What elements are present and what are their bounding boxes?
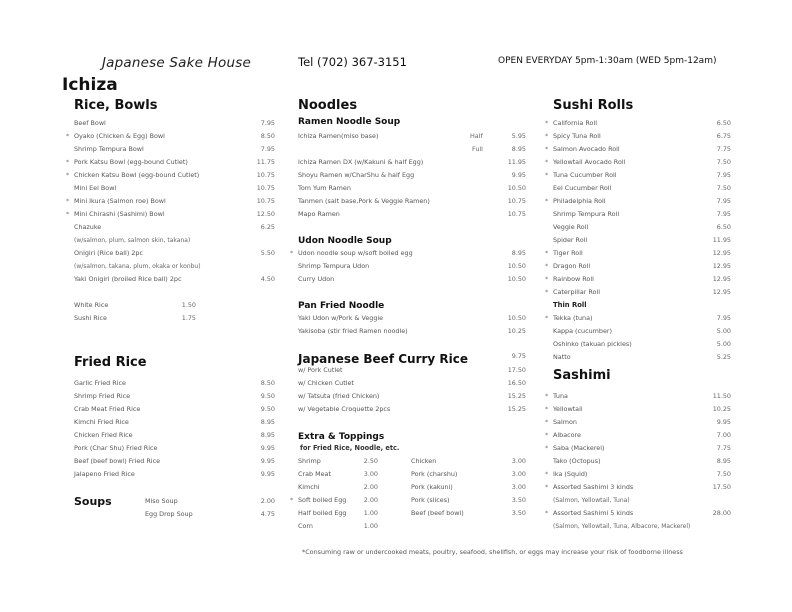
menu-item [298,405,390,413]
menu-item-price: 7.50 [716,158,731,166]
menu-item-price: 8.95 [716,457,731,465]
raw-warning-asterisk: * [66,210,70,218]
menu-item-price: 7.95 [716,171,731,179]
menu-item-price: 10.75 [507,197,526,205]
menu-item-name: w/ Vegetable Croquette 2pcs [298,405,391,413]
menu-item [74,314,107,322]
menu-item-price: 10.25 [712,405,731,413]
menu-item-name: Philadelphia Roll [553,197,606,205]
menu-item-name: Shrimp Tempura Udon [298,262,370,270]
menu-item-name: Tanmen (salt base,Pork & Veggie Ramen) [298,197,430,205]
menu-item-name: Spider Roll [553,236,588,244]
menu-item-price: 9.95 [511,171,526,179]
menu-item-price: 8.95 [260,418,275,426]
menu-item-name: Tako (Octopus) [553,457,601,465]
menu-item-name: Jalapeno Fried Rice [74,470,135,478]
subsection-ramen: Ramen Noodle Soup [298,117,401,127]
menu-item [553,223,588,231]
menu-item [298,483,320,491]
menu-item-name: Half boiled Egg [298,509,347,517]
menu-item [74,405,140,413]
menu-item-name: Rainbow Roll [553,275,594,283]
menu-item-price: 15.25 [507,405,526,413]
menu-item-name: Albacore [553,431,581,439]
raw-warning-asterisk: * [545,470,549,478]
menu-item-name: Spicy Tuna Roll [553,132,601,140]
menu-item [411,470,457,478]
menu-item [66,197,166,205]
menu-item [74,262,201,270]
menu-item-name: Chicken Katsu Bowl (egg-bound Cutlet) [74,171,200,179]
menu-item [545,249,583,257]
menu-item [74,392,130,400]
menu-item [545,392,568,400]
menu-item-price: 12.50 [256,210,275,218]
menu-item [553,184,611,192]
opening-hours: OPEN EVERYDAY 5pm-1:30am (WED 5pm-12am) [498,56,717,66]
menu-item-price: 17.50 [507,366,526,374]
menu-item [74,223,101,231]
menu-item-name: Miso Soup [145,497,178,505]
extras-subtitle: for Fried Rice, Noodle, etc. [300,444,400,452]
menu-item [545,132,601,140]
raw-warning-asterisk: * [545,249,549,257]
menu-item-price: 1.00 [363,509,378,517]
menu-item [298,522,313,530]
menu-item [66,171,200,179]
menu-item-price: 7.95 [716,314,731,322]
raw-warning-asterisk: * [290,496,294,504]
menu-item [545,197,606,205]
menu-item [298,379,354,387]
menu-item-name: (Salmon, Yellowtail, Tuna, Albacore, Mackerel) [553,523,691,530]
menu-item-name: Saba (Mackerel) [553,444,605,452]
menu-item-price: 28.00 [712,509,731,517]
menu-item [298,327,408,335]
menu-item-price: 9.95 [260,470,275,478]
menu-item-name: Oyako (Chicken & Egg) Bowl [74,132,165,140]
raw-warning-asterisk: * [545,392,549,400]
menu-item-name: Chicken Fried Rice [74,431,133,439]
menu-item-price: 7.95 [716,197,731,205]
menu-item [145,497,178,505]
menu-item [545,470,588,478]
menu-item-name: Sushi Rice [74,314,107,322]
menu-item [298,314,383,322]
menu-item-name: Tuna Cucumber Roll [553,171,617,179]
menu-item-price: 10.50 [507,275,526,283]
menu-item-name: Tom Yum Ramen [298,184,351,192]
section-title-fried-rice: Fried Rice [74,355,147,370]
menu-item-name: Yaki Udon w/Pork & Veggie [298,314,384,322]
menu-item [74,457,160,465]
menu-item-price: 8.50 [260,132,275,140]
menu-item-name: Beef Bowl [74,119,106,127]
raw-warning-asterisk: * [545,314,549,322]
menu-item-name: Tuna [553,392,568,400]
subsection-extras: Extra & Toppings [298,432,385,442]
menu-item-name: Eel Cucumber Roll [553,184,612,192]
menu-item-price: 6.50 [716,223,731,231]
menu-item-name: Assorted Sashimi 3 kinds [553,483,634,491]
menu-item-name: Yellowtail [553,405,583,413]
subsection-udon: Udon Noodle Soup [298,236,392,246]
menu-item-name: Shrimp Fried Rice [74,392,131,400]
menu-item-name: Mini Ikura (Salmon roe) Bowl [74,197,166,205]
menu-item-price: 7.95 [260,119,275,127]
menu-item-price: 12.95 [712,288,731,296]
menu-item [74,249,143,257]
menu-item-price: 7.75 [716,145,731,153]
subsection-thin-roll: Thin Roll [553,301,587,309]
menu-item-price: 11.75 [256,158,275,166]
menu-item [74,275,181,283]
half-label: Half [470,132,483,140]
menu-item-price: 7.00 [716,431,731,439]
menu-item-name: Tiger Roll [553,249,583,257]
menu-item-price: 9.95 [716,418,731,426]
menu-item [298,275,334,283]
section-title-rice-bowls: Rice, Bowls [74,98,158,113]
raw-warning-asterisk: * [545,145,549,153]
menu-item [545,288,601,296]
menu-item-price: 8.95 [511,249,526,257]
menu-item [66,132,165,140]
menu-item-name: Yakisoba (stir fried Ramen noodle) [298,327,408,335]
menu-item [74,379,126,387]
raw-warning-asterisk: * [66,171,70,179]
menu-item-price: 1.50 [181,301,196,309]
menu-item-price: 6.25 [260,223,275,231]
menu-item-price: 6.50 [716,119,731,127]
raw-warning-asterisk: * [545,444,549,452]
menu-item [290,496,347,504]
menu-item-price: 4.75 [260,510,275,518]
menu-item-name: Shrimp [298,457,321,465]
menu-item-price: 2.00 [363,483,378,491]
menu-item-name: w/ Pork Cutlet [298,366,343,374]
menu-item-name: Crab Meat Fried Rice [74,405,141,413]
menu-item [66,158,188,166]
menu-item-name: Chazuke [74,223,102,231]
menu-item [545,483,634,491]
menu-item-price: 11.50 [712,392,731,400]
menu-item [545,314,593,322]
menu-item-price: 7.50 [716,470,731,478]
raw-warning-asterisk: * [66,132,70,140]
menu-item-name: Shrimp Tempura Roll [553,210,620,218]
menu-item-price: 10.75 [256,184,275,192]
menu-item-price: 5.00 [716,327,731,335]
menu-item [298,366,343,374]
menu-item-price: 12.95 [712,275,731,283]
menu-item-price: 9.95 [260,444,275,452]
raw-warning-asterisk: * [545,275,549,283]
menu-item-name: Mini Chirashi (Sashimi) Bowl [74,210,165,218]
menu-item [74,444,157,452]
menu-item-price: 10.75 [256,197,275,205]
menu-item-name: Beef (beef bowl) [411,509,464,517]
raw-warning-asterisk: * [545,262,549,270]
menu-item-name: Pork Katsu Bowl (egg-bound Cutlet) [74,158,188,166]
menu-item [298,470,331,478]
menu-item [145,510,193,518]
menu-item-name: Assorted Sashimi 5 kinds [553,509,634,517]
menu-item [74,418,129,426]
menu-item: Ichiza Ramen(miso base) [298,132,379,140]
menu-item-name: Mapo Ramen [298,210,340,218]
menu-item [411,509,464,517]
menu-item [553,340,632,348]
menu-item [411,496,450,504]
menu-item-price: 5.25 [716,353,731,361]
menu-item [553,210,619,218]
menu-item-name: Tekka (tuna) [553,314,593,322]
menu-item-name: Pork (slices) [411,496,450,504]
menu-item-price: 12.95 [712,249,731,257]
section-title-sashimi: Sashimi [553,368,611,383]
menu-item-name: Yaki Onigiri (broiled Rice ball) 2pc [74,275,182,283]
menu-item-price: 8.95 [260,431,275,439]
menu-item-name: (w/salmon, plum, salmon skin, takana) [74,237,191,244]
full-price: 8.95 [511,145,526,153]
menu-item-name: Egg Drop Soup [145,510,193,518]
menu-item-name: Corn [298,522,313,530]
menu-item [553,496,630,504]
menu-item-price: 7.50 [716,184,731,192]
menu-item-name: Crab Meat [298,470,331,478]
raw-warning-asterisk: * [545,197,549,205]
menu-item [298,262,369,270]
menu-item-price: 1.75 [181,314,196,322]
menu-item-name: Salmon Avocado Roll [553,145,620,153]
menu-item [298,210,340,218]
menu-item-name: (w/salmon, takana, plum, okaka or konbu) [74,263,201,270]
menu-item-name: Onigiri (Rice ball) 2pc [74,249,143,257]
menu-item-price: 17.50 [712,483,731,491]
menu-item-name: Mini Eel Bowl [74,184,117,192]
full-label: Full [472,145,483,153]
menu-item-price: 2.00 [260,497,275,505]
menu-item-price: 3.00 [511,470,526,478]
raw-warning-asterisk: * [545,158,549,166]
menu-item-name: w/ Tatsuta (fried Chicken) [298,392,380,400]
menu-item [553,522,690,530]
menu-item [545,262,591,270]
menu-item [545,418,577,426]
menu-item [411,457,436,465]
menu-item-price: 10.75 [507,210,526,218]
raw-warning-asterisk: * [545,431,549,439]
menu-item [298,197,430,205]
menu-item-name: Garlic Fried Rice [74,379,126,387]
menu-item-price: 11.95 [507,158,526,166]
menu-item [545,405,583,413]
menu-item-price: 10.25 [507,327,526,335]
menu-item-price: 16.50 [507,379,526,387]
menu-item-name: Shrimp Tempura Bowl [74,145,144,153]
menu-item [298,158,423,166]
section-title-noodles: Noodles [298,98,358,113]
menu-item-price: 10.75 [256,171,275,179]
menu-item [411,483,453,491]
half-price: 5.95 [511,132,526,140]
menu-item-name: (Salmon, Yellowtail, Tuna) [553,497,630,504]
menu-item-name: Kimchi [298,483,320,491]
menu-item [553,353,571,361]
menu-item-price: 10.50 [507,314,526,322]
menu-item-price: 6.75 [716,132,731,140]
menu-item-price: 5.50 [260,249,275,257]
menu-item [553,236,587,244]
raw-warning-asterisk: * [66,197,70,205]
food-safety-disclaimer: *Consuming raw or undercooked meats, poultry, seafood, shellfish, or eggs may increase your risk of foodborne illness [302,548,683,556]
raw-warning-asterisk: * [545,119,549,127]
menu-item [66,210,165,218]
menu-item-name: Pork (Char Shu) Fried Rice [74,444,158,452]
menu-item-name: Soft boiled Egg [298,496,347,504]
menu-item [74,301,108,309]
curry-base-price: 9.75 [511,352,526,360]
menu-item [74,145,144,153]
menu-item-name: Curry Udon [298,275,335,283]
menu-item [545,444,605,452]
menu-item-name: Kappa (cucumber) [553,327,613,335]
raw-warning-asterisk: * [545,171,549,179]
menu-item-price: 3.50 [511,496,526,504]
menu-item-name: Oshinko (takuan pickles) [553,340,632,348]
menu-item-price: 7.75 [716,444,731,452]
raw-warning-asterisk: * [66,158,70,166]
menu-item-price: 12.95 [712,262,731,270]
menu-item [290,249,413,257]
menu-item-name: Salmon [553,418,577,426]
menu-item [298,184,351,192]
menu-item-price: 7.95 [716,210,731,218]
menu-item-price: 2.50 [363,457,378,465]
menu-item-price: 11.95 [712,236,731,244]
menu-item-price: 15.25 [507,392,526,400]
raw-warning-asterisk: * [545,418,549,426]
menu-item-price: 2.00 [363,496,378,504]
section-title-sushi-rolls: Sushi Rolls [553,98,634,113]
menu-item-name: Shoyu Ramen w/CharShu & half Egg [298,171,415,179]
menu-item-price: 1.00 [363,522,378,530]
menu-item [74,236,190,244]
menu-item [74,119,106,127]
menu-item-name: White Rice [74,301,109,309]
raw-warning-asterisk: * [545,509,549,517]
menu-item-name: w/ Chicken Cutlet [298,379,354,387]
menu-item-price: 5.00 [716,340,731,348]
menu-item [553,457,601,465]
menu-item [74,431,133,439]
menu-item [545,171,617,179]
menu-item-price: 3.50 [511,509,526,517]
raw-warning-asterisk: * [545,132,549,140]
section-title-soups: Soups [74,495,112,508]
menu-item-name: Udon noodle soup w/soft boiled egg [298,249,413,257]
menu-item-name: Beef (beef bowl) Fried Rice [74,457,161,465]
menu-item [545,431,581,439]
menu-item-name: Ichiza Ramen DX (w/Kakuni & half Egg) [298,158,424,166]
menu-item-name: Ika (Squid) [553,470,588,478]
menu-item-price: 9.50 [260,392,275,400]
menu-item-name: Kimchi Fried Rice [74,418,129,426]
raw-warning-asterisk: * [290,249,294,257]
menu-item-name: Caterpillar Roll [553,288,601,296]
restaurant-tagline: Japanese Sake House [102,55,251,71]
menu-item-price: 3.00 [511,483,526,491]
menu-item-price: 9.95 [260,457,275,465]
restaurant-name: Ichiza [62,75,118,95]
raw-warning-asterisk: * [545,405,549,413]
menu-item-name: Veggie Roll [553,223,589,231]
menu-item [298,392,379,400]
menu-item [545,509,634,517]
menu-item-price: 3.00 [363,470,378,478]
menu-item [545,145,620,153]
menu-item [74,470,135,478]
menu-item-price: 4.50 [260,275,275,283]
menu-item-price: 10.50 [507,184,526,192]
menu-item-name: Yellowtail Avocado Roll [553,158,626,166]
menu-item-price: 9.50 [260,405,275,413]
raw-warning-asterisk: * [545,483,549,491]
subsection-pan-fried: Pan Fried Noodle [298,301,385,311]
menu-item [545,275,594,283]
menu-item-price: 8.50 [260,379,275,387]
phone-number: Tel (702) 367-3151 [298,55,407,69]
menu-item-name: Pork (charshu) [411,470,458,478]
menu-item-price: 3.00 [511,457,526,465]
menu-item-name: California Roll [553,119,597,127]
menu-item-price: 10.50 [507,262,526,270]
menu-item-name: Pork (kakuni) [411,483,453,491]
menu-item [553,327,612,335]
menu-item [298,509,346,517]
menu-item-name: Dragon Roll [553,262,591,270]
menu-item-name: Natto [553,353,571,361]
menu-item [298,171,414,179]
section-title-curry: Japanese Beef Curry Rice [298,352,469,366]
raw-warning-asterisk: * [545,288,549,296]
menu-item [545,119,597,127]
menu-item-price: 7.95 [260,145,275,153]
menu-item [545,158,626,166]
menu-item-name: Chicken [411,457,437,465]
menu-item [298,457,321,465]
menu-item [74,184,116,192]
